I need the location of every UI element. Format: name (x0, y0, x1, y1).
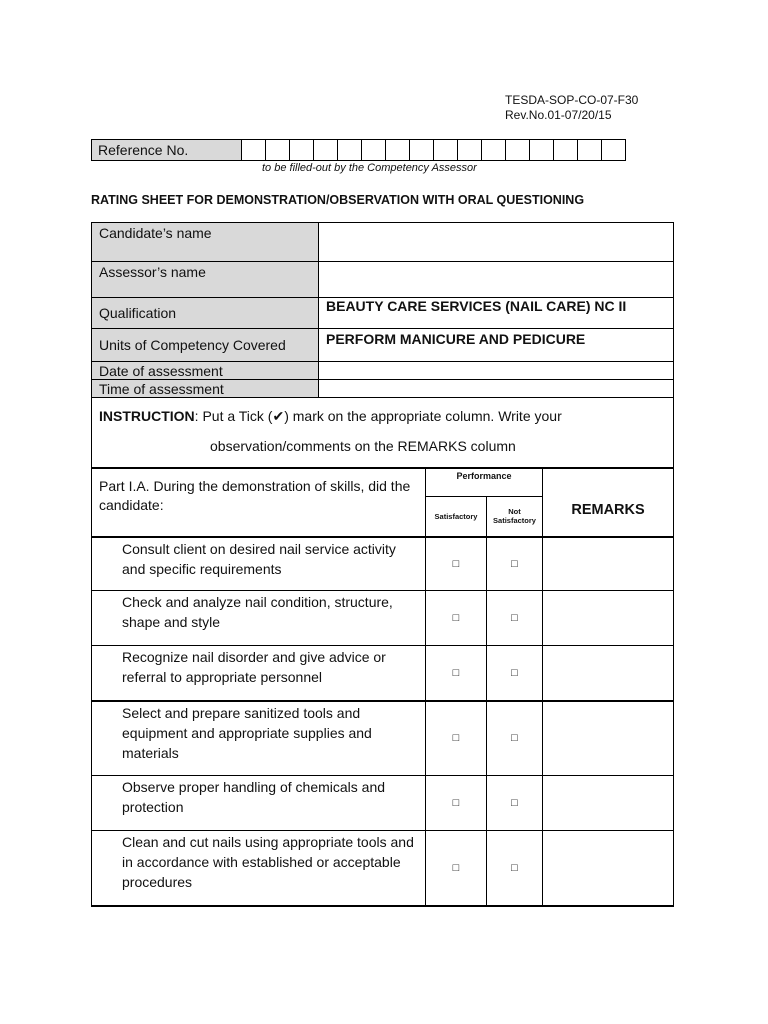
reference-digit-box[interactable] (434, 140, 458, 161)
criterion-text: Observe proper handling of chemicals and protection (92, 776, 426, 831)
not-satisfactory-checkbox[interactable]: □ (487, 831, 543, 906)
remarks-header: REMARKS (543, 469, 674, 537)
reference-digit-box[interactable] (386, 140, 410, 161)
satisfactory-checkbox[interactable]: □ (426, 537, 487, 591)
qualification-value: BEAUTY CARE SERVICES (NAIL CARE) NC II (319, 298, 674, 329)
remarks-field[interactable] (543, 646, 674, 701)
reference-digit-box[interactable] (362, 140, 386, 161)
instruction-label: INSTRUCTION (99, 408, 195, 424)
candidate-name-label: Candidate’s name (92, 223, 319, 262)
instruction-cell (92, 398, 674, 468)
instruction-text-2: observation/comments on the REMARKS column (210, 438, 516, 454)
not-satisfactory-header: Not Satisfactory (487, 497, 543, 537)
reference-digit-box[interactable] (266, 140, 290, 161)
not-satisfactory-checkbox[interactable]: □ (487, 776, 543, 831)
candidate-info-table (91, 222, 674, 468)
units-value: PERFORM MANICURE AND PEDICURE (319, 329, 674, 362)
performance-header: Performance (426, 469, 543, 497)
reference-digit-box[interactable] (506, 140, 530, 161)
reference-digit-box[interactable] (242, 140, 266, 161)
reference-digit-box[interactable] (482, 140, 506, 161)
remarks-field[interactable] (543, 537, 674, 591)
reference-digit-box[interactable] (410, 140, 434, 161)
reference-digit-box[interactable] (338, 140, 362, 161)
instruction-text-1: : Put a Tick (✔) mark on the appropriate column. Write your (194, 408, 562, 424)
reference-digit-box[interactable] (602, 140, 626, 161)
satisfactory-checkbox[interactable]: □ (426, 776, 487, 831)
document-code (505, 93, 638, 123)
table-row (92, 776, 674, 831)
reference-number-row (91, 139, 626, 161)
remarks-field[interactable] (543, 701, 674, 776)
doc-revision: Rev.No.01-07/20/15 (505, 108, 612, 122)
qualification-label: Qualification (92, 298, 319, 329)
criterion-text: Recognize nail disorder and give advice or referral to appropriate personnel (92, 646, 426, 701)
units-label: Units of Competency Covered (92, 329, 319, 362)
reference-table (91, 139, 626, 161)
remarks-field[interactable] (543, 776, 674, 831)
not-satisfactory-checkbox[interactable]: □ (487, 537, 543, 591)
table-row (92, 646, 674, 701)
table-row (92, 701, 674, 776)
candidate-name-field[interactable] (319, 223, 674, 262)
reference-digit-box[interactable] (314, 140, 338, 161)
satisfactory-checkbox[interactable]: □ (426, 831, 487, 906)
reference-digit-box[interactable] (530, 140, 554, 161)
time-field[interactable] (319, 380, 674, 398)
not-satisfactory-checkbox[interactable]: □ (487, 701, 543, 776)
satisfactory-checkbox[interactable]: □ (426, 701, 487, 776)
remarks-field[interactable] (543, 591, 674, 646)
satisfactory-header: Satisfactory (426, 497, 487, 537)
criterion-text: Clean and cut nails using appropriate tools and in accordance with established or acceptable procedures (92, 831, 426, 906)
assessor-name-field[interactable] (319, 262, 674, 298)
date-field[interactable] (319, 362, 674, 380)
reference-label: Reference No. (92, 140, 242, 161)
criterion-text: Consult client on desired nail service activity and specific requirements (92, 537, 426, 591)
assessor-name-label: Assessor’s name (92, 262, 319, 298)
remarks-field[interactable] (543, 831, 674, 906)
not-satisfactory-checkbox[interactable]: □ (487, 646, 543, 701)
criterion-text: Select and prepare sanitized tools and equipment and appropriate supplies and materials (92, 701, 426, 776)
doc-code-number: TESDA-SOP-CO-07-F30 (505, 93, 639, 107)
rating-table (91, 468, 674, 907)
reference-digit-box[interactable] (458, 140, 482, 161)
table-row (92, 537, 674, 591)
satisfactory-checkbox[interactable]: □ (426, 591, 487, 646)
time-label: Time of assessment (92, 380, 319, 398)
reference-digit-box[interactable] (554, 140, 578, 161)
table-row (92, 831, 674, 906)
part-label: Part I.A. During the demonstration of skills, did the candidate: (92, 469, 426, 537)
reference-digit-box[interactable] (290, 140, 314, 161)
satisfactory-checkbox[interactable]: □ (426, 646, 487, 701)
criterion-text: Check and analyze nail condition, structure, shape and style (92, 591, 426, 646)
sheet-title: RATING SHEET FOR DEMONSTRATION/OBSERVATION WITH ORAL QUESTIONING (91, 193, 585, 207)
reference-note: to be filled-out by the Competency Assessor (262, 162, 477, 174)
table-row (92, 591, 674, 646)
date-label: Date of assessment (92, 362, 319, 380)
reference-digit-box[interactable] (578, 140, 602, 161)
not-satisfactory-checkbox[interactable]: □ (487, 591, 543, 646)
